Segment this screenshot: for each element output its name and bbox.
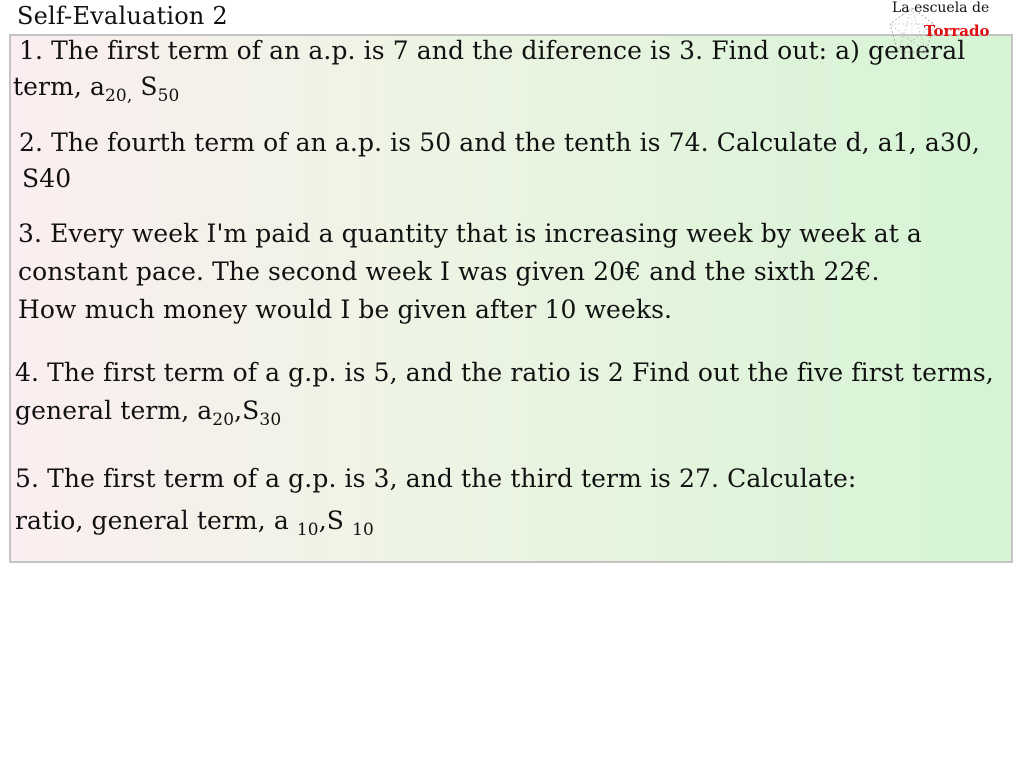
question-5-sum-symbol: ,S [318, 506, 353, 535]
question-1-line-1: 1. The first term of an a.p. is 7 and the diference is 3. Find out: a) general [19, 36, 966, 65]
question-1-subscript-a: 20, [105, 85, 133, 106]
question-3-line-1: 3. Every week I'm paid a quantity that is increasing week by week at a [18, 219, 922, 248]
question-5-line-2 [15, 500, 856, 542]
question-1-line-2-text: term, a [13, 72, 105, 101]
question-3 [18, 215, 922, 329]
question-2 [19, 125, 980, 197]
question-5-line-1: 5. The first term of a g.p. is 3, and the third term is 27. Calculate: [15, 464, 857, 493]
question-5-subscript-s: 10 [352, 519, 374, 540]
question-4 [15, 354, 994, 430]
question-5 [15, 458, 856, 542]
question-1-line-2 [13, 69, 965, 105]
question-4-subscript-s: 30 [259, 409, 282, 430]
question-5-subscript-a: 10 [296, 519, 319, 540]
question-4-subscript-a: 20 [212, 409, 235, 430]
questions-box [9, 34, 1013, 563]
question-3-line-2: constant pace. The second week I was given 20€ and the sixth 22€. [18, 257, 880, 286]
question-4-line-1: 4. The first term of a g.p. is 5, and the ratio is 2 Find out the five first terms, [15, 358, 994, 387]
question-1-sum-symbol: S [132, 72, 158, 101]
question-4-line-2 [15, 392, 994, 430]
question-5-line-2-text: ratio, general term, a [15, 506, 297, 535]
question-1-subscript-s: 50 [157, 85, 180, 106]
question-3-line-3: How much money would I be given after 10 weeks. [18, 295, 673, 324]
slide-title: Self-Evaluation 2 [17, 2, 228, 30]
logo-text-top: La escuela de [892, 0, 990, 16]
question-1 [13, 33, 966, 106]
question-4-line-2-text: general term, a [15, 396, 213, 425]
logo-text-bottom: Torrado [924, 22, 990, 40]
question-4-sum-symbol: ,S [234, 396, 260, 425]
question-2-line-2: S40 [22, 164, 72, 193]
question-2-line-1: 2. The fourth term of an a.p. is 50 and the tenth is 74. Calculate d, a1, a30, [19, 128, 980, 157]
